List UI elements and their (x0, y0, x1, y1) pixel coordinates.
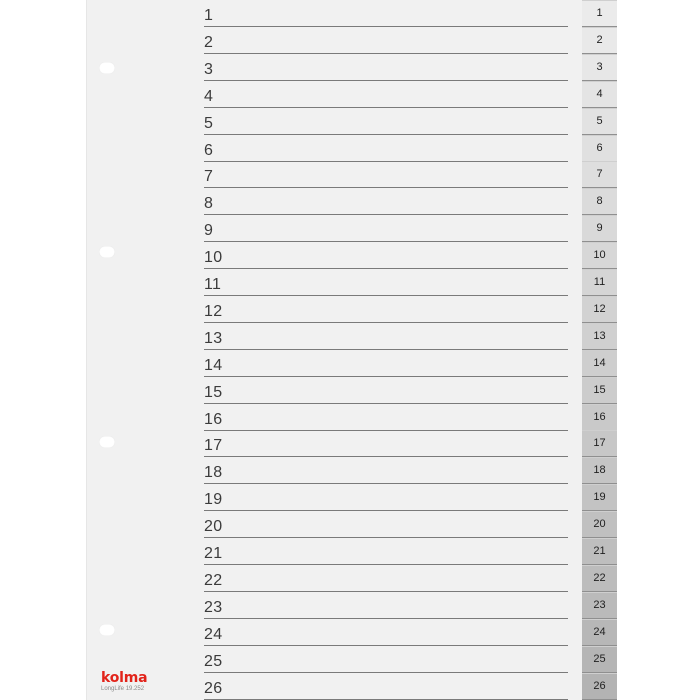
index-tab[interactable] (582, 592, 617, 619)
index-row (204, 135, 568, 162)
index-row (204, 0, 568, 27)
index-row (204, 538, 568, 565)
tab-label: 3 (596, 60, 603, 73)
index-tab[interactable] (582, 323, 617, 350)
row-number: 15 (204, 383, 223, 401)
index-row (204, 350, 568, 377)
index-row (204, 27, 568, 54)
index-tab[interactable] (582, 430, 617, 457)
row-number: 8 (204, 195, 214, 213)
index-row (204, 215, 568, 242)
row-number: 7 (204, 168, 214, 186)
index-tab[interactable] (582, 538, 617, 565)
tab-label: 19 (593, 491, 606, 504)
index-tab[interactable] (582, 0, 617, 27)
index-tab[interactable] (582, 188, 617, 215)
row-number: 18 (204, 464, 223, 482)
row-number: 12 (204, 302, 223, 320)
tab-label: 18 (593, 464, 606, 477)
index-tab[interactable] (582, 108, 617, 135)
tab-label: 23 (593, 598, 606, 611)
punch-hole-1 (99, 62, 115, 74)
index-tab[interactable] (582, 404, 617, 431)
row-number: 22 (204, 571, 223, 589)
index-row (204, 54, 568, 81)
index-row (204, 296, 568, 323)
index-tab[interactable] (582, 457, 617, 484)
index-row (204, 673, 568, 700)
index-tab[interactable] (582, 135, 617, 162)
row-number: 13 (204, 329, 223, 347)
index-tab[interactable] (582, 646, 617, 673)
index-tab[interactable] (582, 565, 617, 592)
index-tab[interactable] (582, 242, 617, 269)
tab-label: 21 (593, 545, 606, 557)
index-tab[interactable] (582, 377, 617, 404)
row-number: 3 (204, 60, 214, 78)
index-rows (204, 0, 568, 700)
index-tab[interactable] (582, 27, 617, 54)
tab-label: 7 (596, 168, 603, 181)
index-tab[interactable] (582, 619, 617, 646)
index-row (204, 404, 568, 431)
index-row (204, 457, 568, 484)
tab-label: 1 (596, 7, 603, 19)
index-row (204, 377, 568, 404)
brand-block (101, 671, 147, 693)
tab-label: 14 (593, 356, 606, 369)
row-number: 10 (204, 249, 223, 267)
product-code: LongLife 19.252 (101, 686, 145, 692)
row-number: 6 (204, 141, 214, 159)
index-row (204, 430, 568, 457)
tab-label: 12 (593, 302, 606, 315)
row-number: 23 (204, 598, 223, 616)
tab-label: 4 (596, 87, 603, 100)
brand-logo: kolma (101, 670, 148, 686)
index-tab[interactable] (582, 54, 617, 81)
tab-label: 15 (593, 383, 606, 396)
row-number: 11 (204, 276, 222, 293)
tab-label: 11 (593, 276, 606, 288)
row-number: 16 (204, 410, 223, 428)
punch-hole-3 (99, 436, 115, 448)
index-row (204, 565, 568, 592)
index-tab[interactable] (582, 350, 617, 377)
index-tab[interactable] (582, 215, 617, 242)
row-number: 25 (204, 652, 223, 670)
tab-label: 2 (596, 33, 603, 46)
index-tab[interactable] (582, 161, 617, 188)
index-row (204, 484, 568, 511)
row-number: 24 (204, 625, 223, 643)
tab-label: 16 (593, 410, 606, 423)
tab-label: 6 (596, 141, 603, 154)
punch-hole-2 (99, 246, 115, 258)
index-row (204, 511, 568, 538)
index-tab[interactable] (582, 511, 617, 538)
index-row (204, 81, 568, 108)
index-tab[interactable] (582, 269, 617, 296)
index-row (204, 242, 568, 269)
tab-label: 8 (596, 195, 603, 208)
index-tab-strip (582, 0, 617, 700)
tab-label: 13 (593, 329, 606, 342)
row-number: 21 (204, 545, 223, 562)
tab-label: 26 (593, 679, 606, 692)
row-number: 14 (204, 356, 223, 374)
row-number: 4 (204, 87, 214, 105)
index-tab[interactable] (582, 673, 617, 700)
index-row (204, 592, 568, 619)
row-number: 20 (204, 518, 223, 536)
tab-label: 22 (593, 571, 606, 584)
index-row (204, 323, 568, 350)
index-row (204, 619, 568, 646)
tab-label: 20 (593, 518, 606, 531)
index-row (204, 161, 568, 188)
index-row (204, 188, 568, 215)
index-tab[interactable] (582, 81, 617, 108)
index-row (204, 269, 568, 296)
row-number: 19 (204, 491, 223, 509)
index-tab[interactable] (582, 296, 617, 323)
tab-label: 9 (596, 222, 603, 235)
punch-hole-4 (99, 624, 115, 636)
row-number: 2 (204, 33, 214, 51)
tab-label: 24 (593, 625, 606, 638)
row-number: 9 (204, 222, 214, 240)
row-number: 26 (204, 679, 223, 697)
tab-label: 5 (596, 114, 603, 127)
row-number: 5 (204, 114, 214, 132)
index-row (204, 108, 568, 135)
row-number: 1 (204, 7, 214, 24)
index-row (204, 646, 568, 673)
index-tab[interactable] (582, 484, 617, 511)
tab-label: 25 (593, 652, 606, 665)
tab-label: 10 (593, 249, 606, 262)
row-number: 17 (204, 437, 223, 455)
tab-label: 17 (593, 437, 606, 450)
